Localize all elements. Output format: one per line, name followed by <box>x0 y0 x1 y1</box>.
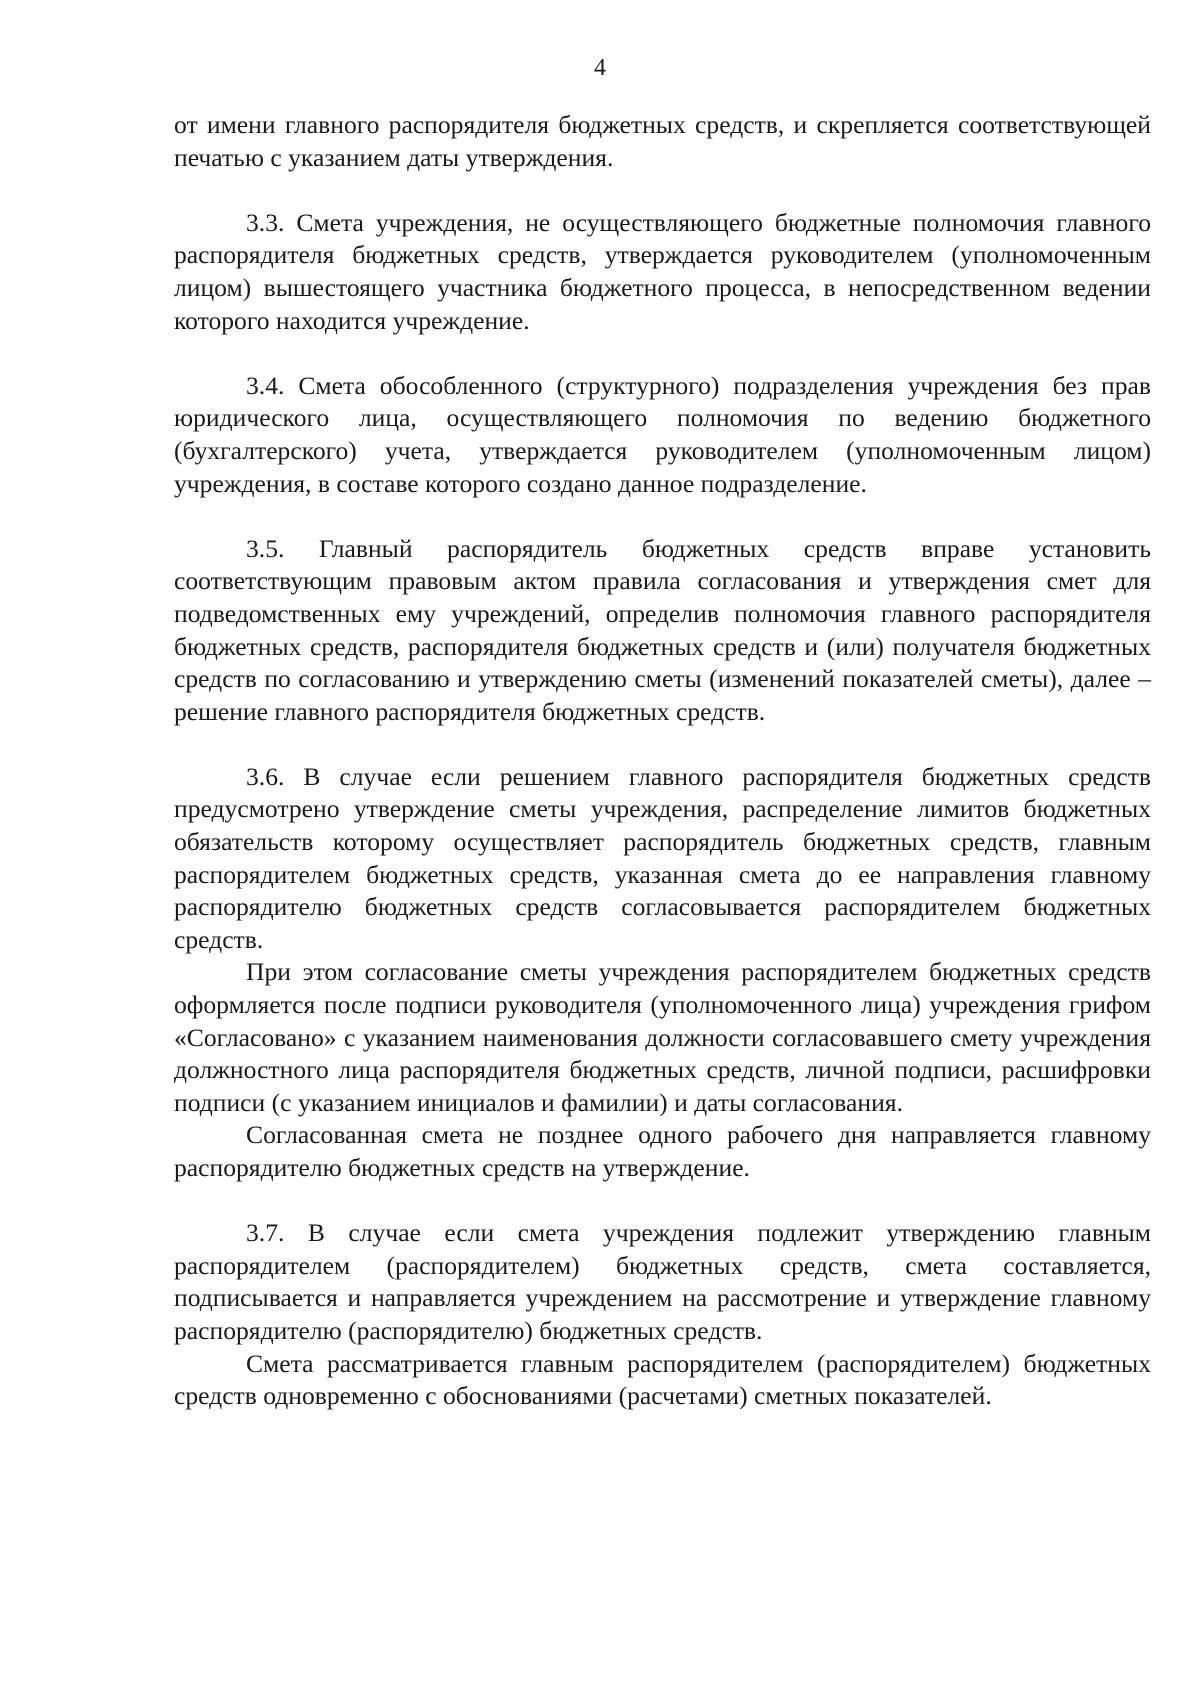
paragraph-3-7-review: Смета рассматривается главным распорядителем (распорядителем) бюджетных средств одновременно с обоснованиями (расчетами) сметных показателей. <box>174 1348 1151 1411</box>
paragraph-3-4: 3.4. Смета обособленного (структурного) подразделения учреждения без прав юридического лица, осуществляющего полномочия по ведению бюджетного (бухгалтерского) учета, утверждается руководителем (уполномоченным лицом) учреждения, в составе которого создано данное подразделение. <box>174 370 1151 498</box>
paragraph-3-3: 3.3. Смета учреждения, не осуществляющего бюджетные полномочия главного распорядителя бюджетных средств, утверждается руководителем (уполномоченным лицом) вышестоящего участника бюджетного процесса, в непосредственном ведении которого находится учреждение. <box>174 207 1151 335</box>
paragraph-continuation: от имени главного распорядителя бюджетных средств, и скрепляется соответствующей печатью с указанием даты утверждения. <box>174 110 1151 172</box>
paragraph-3-6-approval-format: При этом согласование сметы учреждения распорядителем бюджетных средств оформляется после подписи руководителя (уполномоченного лица) учреждения грифом «Согласовано» с указанием наименования должности согласовавшего смету учреждения должностного лица распорядителя бюджетных средств, личной подписи, расшифровки подписи (с указанием инициалов и фамилии) и даты согласования. <box>174 957 1151 1117</box>
page-number: 4 <box>594 55 606 81</box>
document-body <box>174 109 1151 1413</box>
paragraph-3-6: 3.6. В случае если решением главного распорядителя бюджетных средств предусмотрено утверждение сметы учреждения, распределение лимитов бюджетных обязательств которому осуществляет распорядитель бюджетных средств, главным распорядителем бюджетных средств, указанная смета до ее направления главному распорядителю бюджетных средств согласовывается распорядителем бюджетных средств. <box>174 761 1151 954</box>
paragraph-3-6-deadline: Согласованная смета не позднее одного рабочего дня направляется главному распорядителю бюджетных средств на утверждение. <box>174 1120 1151 1182</box>
paragraph-3-7: 3.7. В случае если смета учреждения подлежит утверждению главным распорядителем (распорядителем) бюджетных средств, смета составляется, подписывается и направляется учреждением на рассмотрение и утверждение главному распорядителю (распорядителю) бюджетных средств. <box>174 1218 1151 1345</box>
paragraph-3-5: 3.5. Главный распорядитель бюджетных средств вправе установить соответствующим правовым актом правила согласования и утверждения смет для подведомственных ему учреждений, определив полномочия главного распорядителя бюджетных средств, распорядителя бюджетных средств и (или) получателя бюджетных средств по согласованию и утверждению сметы (изменений показателей сметы), далее – решение главного распорядителя бюджетных средств. <box>174 533 1151 726</box>
